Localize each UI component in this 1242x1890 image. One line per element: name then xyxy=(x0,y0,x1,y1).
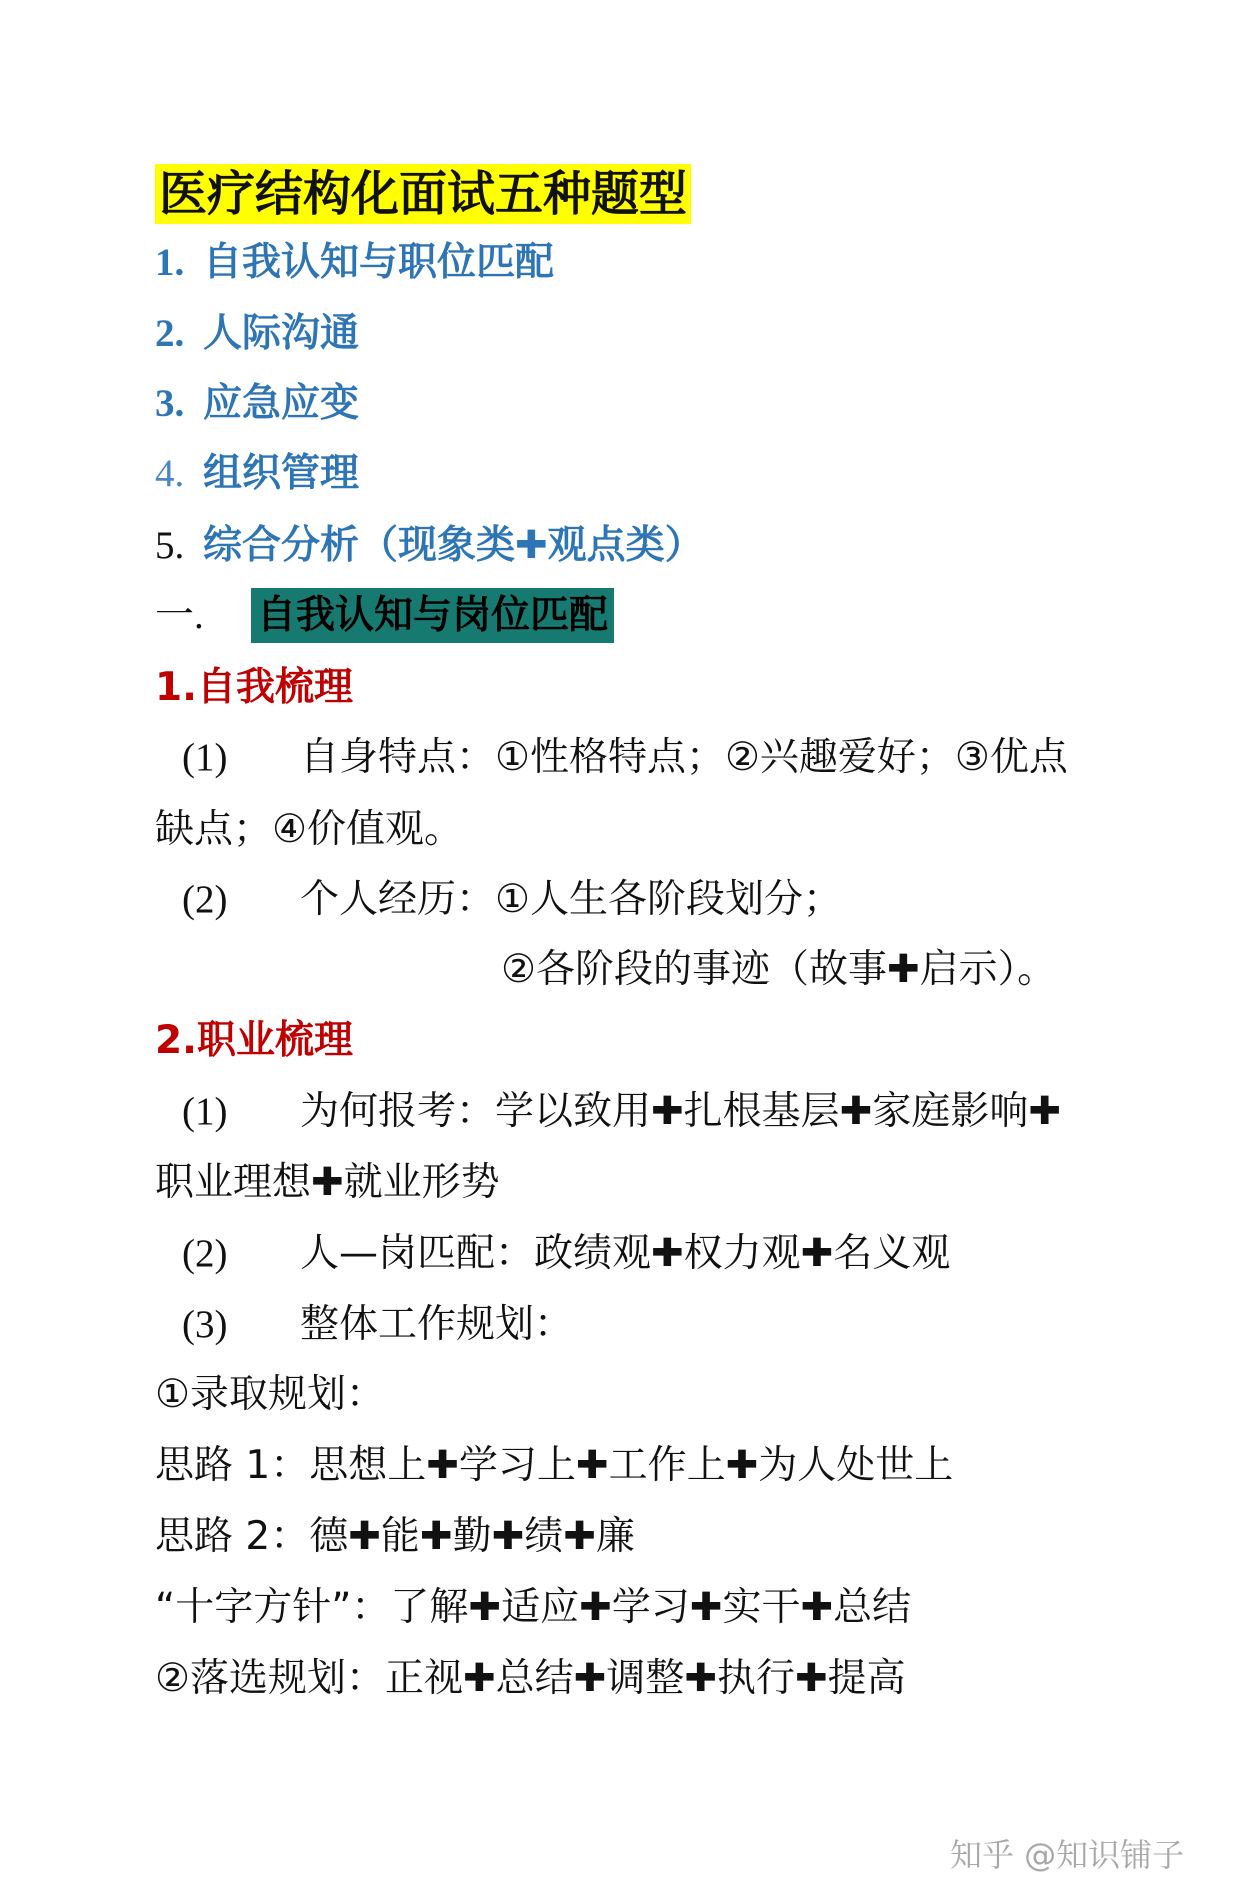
toc-number: 3. xyxy=(155,382,185,425)
item-continuation: 职业理想✚就业形势 xyxy=(155,1160,500,1205)
toc-text: 应急应变 xyxy=(203,381,360,426)
heading-career-review: 2.职业梳理 xyxy=(155,1018,353,1063)
item-text: 人—岗匹配：政绩观✚权力观✚名义观 xyxy=(300,1231,951,1276)
toc-text: 自我认知与职位匹配 xyxy=(203,240,555,285)
item-text: 为何报考：学以致用✚扎根基层✚家庭影响✚ xyxy=(300,1089,1062,1134)
toc-number: 5. xyxy=(155,524,185,567)
watermark: 知乎 @知识铺子 xyxy=(950,1836,1185,1874)
toc-number: 1. xyxy=(155,241,185,284)
toc-number: 4. xyxy=(155,452,185,495)
item-label: (3) xyxy=(182,1303,228,1346)
item-text: 整体工作规划： xyxy=(300,1302,574,1347)
page-title: 医疗结构化面试五种题型 xyxy=(155,164,691,224)
section-marker: 一. xyxy=(155,594,204,637)
toc-item-5 xyxy=(155,522,704,570)
item-label: (2) xyxy=(182,1232,228,1275)
item-continuation: ②各阶段的事迹（故事✚启示）。 xyxy=(501,947,1057,992)
toc-number: 2. xyxy=(155,312,185,355)
plan-line: “十字方针”：了解✚适应✚学习✚实干✚总结 xyxy=(155,1585,912,1630)
item-label: (1) xyxy=(182,1090,228,1133)
toc-item-3 xyxy=(155,380,359,428)
item-text: 自身特点：①性格特点；②兴趣爱好；③优点 xyxy=(300,735,1068,780)
plan-line: ①录取规划： xyxy=(155,1372,385,1417)
item-label: (2) xyxy=(182,878,228,921)
toc-text: 综合分析（现象类✚观点类） xyxy=(203,523,704,568)
toc-text: 人际沟通 xyxy=(203,311,360,356)
item-continuation: 缺点；④价值观。 xyxy=(155,807,463,852)
item-label: (1) xyxy=(182,736,228,779)
heading-self-review: 1.自我梳理 xyxy=(155,665,353,710)
section-title: 自我认知与岗位匹配 xyxy=(251,588,614,643)
plan-line: 思路 2：德✚能✚勤✚绩✚廉 xyxy=(155,1514,635,1559)
plan-line: ②落选规划：正视✚总结✚调整✚执行✚提高 xyxy=(155,1656,906,1701)
item-text: 个人经历：①人生各阶段划分； xyxy=(300,877,842,922)
toc-text: 组织管理 xyxy=(203,451,360,496)
toc-item-1 xyxy=(155,239,554,287)
toc-item-4 xyxy=(155,450,359,498)
plan-line: 思路 1：思想上✚学习上✚工作上✚为人处世上 xyxy=(155,1443,954,1488)
toc-item-2 xyxy=(155,310,359,358)
